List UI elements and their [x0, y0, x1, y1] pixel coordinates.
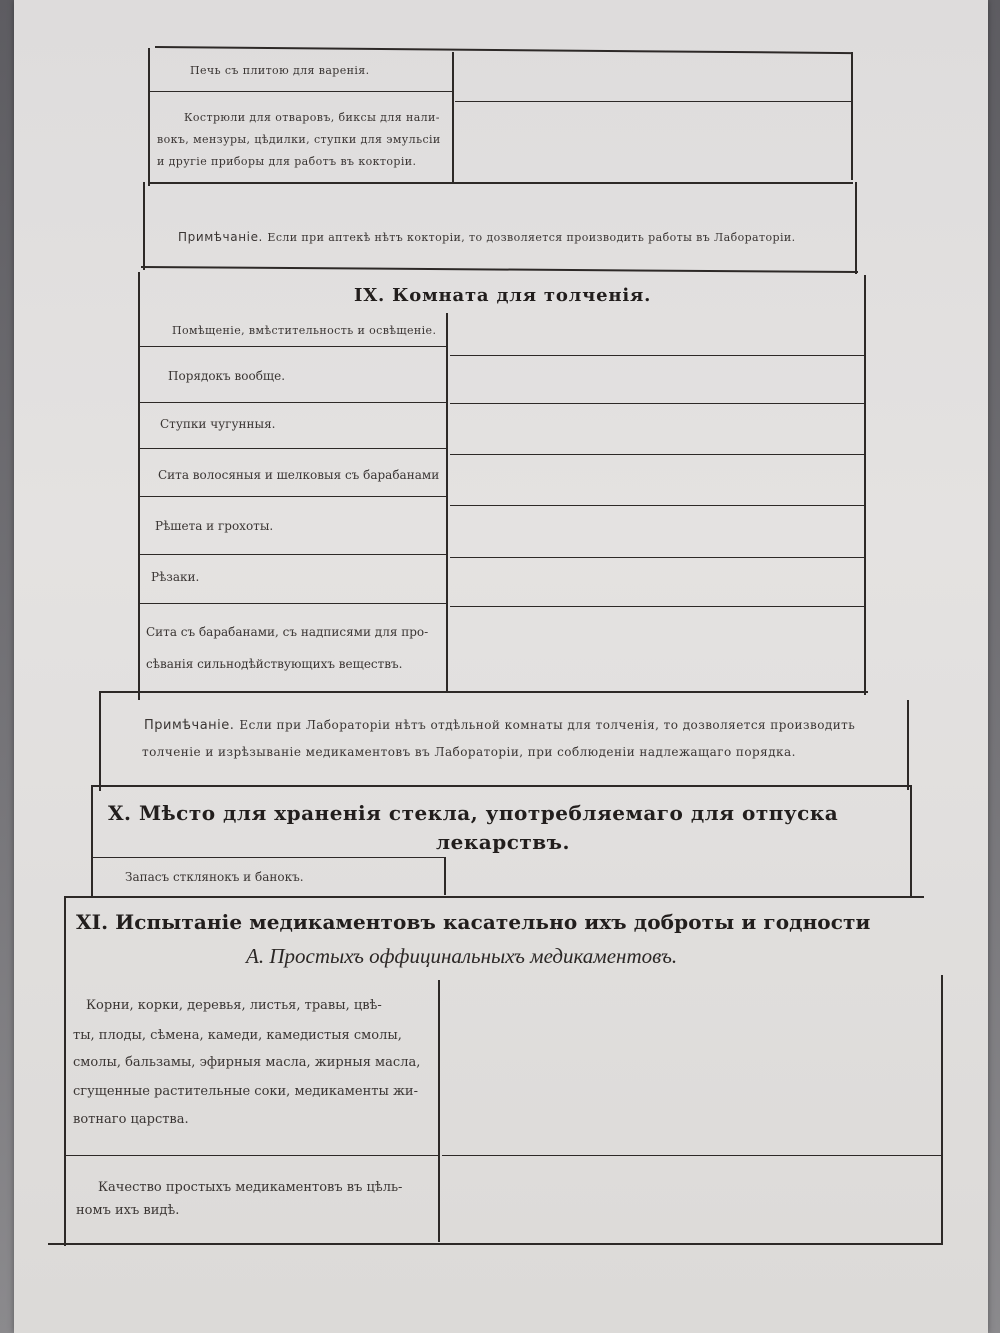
section-divider — [92, 785, 910, 787]
row-label: Корни, корки, деревья, листья, травы, цвѣ- — [86, 998, 382, 1013]
row-label: Порядокъ вообще. — [168, 369, 286, 383]
section-divider — [64, 896, 924, 898]
row-label: смолы, бальзамы, эфирныя масла, жирныя масла, — [73, 1055, 421, 1070]
row-divider — [140, 346, 446, 347]
row-divider — [450, 505, 864, 506]
row-divider — [455, 101, 851, 102]
row-label: вотнаго царства. — [73, 1112, 189, 1127]
row-divider — [450, 606, 864, 607]
row-label: Ступки чугунныя. — [160, 417, 276, 431]
table-right-border — [851, 52, 853, 180]
row-divider — [450, 557, 864, 558]
frame-right-border — [855, 182, 857, 274]
column-divider — [446, 313, 448, 693]
frame-right-border — [864, 275, 866, 695]
row-divider — [140, 603, 446, 604]
row-divider — [140, 448, 446, 449]
table-left-border — [148, 48, 150, 186]
frame-left-border — [143, 182, 145, 270]
frame-left-border — [64, 896, 66, 1246]
row-label: Кострюли для отваровъ, биксы для нали- — [184, 111, 440, 124]
row-label: вокъ, мензуры, цѣдилки, ступки для эмульсіи — [157, 133, 441, 146]
row-label: Запасъ стклянокъ и банокъ. — [125, 870, 304, 884]
row-label: сгущенные растительные соки, медикаменты жи- — [73, 1084, 418, 1099]
row-label: и другіе приборы для работъ въ коктоpiи. — [157, 155, 417, 168]
frame-right-border — [907, 700, 909, 790]
row-label: Рѣзаки. — [151, 570, 200, 584]
table-bottom-border — [148, 182, 853, 184]
row-label: номъ ихъ видѣ. — [76, 1203, 180, 1218]
frame-left-border — [99, 691, 101, 791]
row-divider — [150, 91, 452, 92]
note-body: Если при Лабораторіи нѣтъ отдѣльной комнаты для толченія, то дозволяется производить — [239, 718, 856, 732]
frame-right-border — [910, 785, 912, 897]
note-text: толченіе и изрѣзываніе медикаментовъ въ Лабораторіи, при соблюденіи надлежащаго порядка. — [142, 745, 796, 759]
row-divider — [450, 454, 864, 455]
note-label: Примѣчаніе. — [178, 230, 263, 244]
column-divider — [444, 857, 446, 895]
row-label: Качество простыхъ медикаментовъ въ цѣль- — [98, 1180, 403, 1195]
row-divider — [92, 857, 444, 858]
row-label: Печь съ плитою для варенія. — [190, 64, 370, 77]
column-divider — [452, 52, 454, 182]
note-text — [178, 230, 796, 244]
note-text — [144, 717, 855, 733]
row-label: Помѣщеніе, вмѣстительность и освѣщеніе. — [172, 324, 437, 337]
frame-left-border — [138, 272, 140, 700]
note-body: Если при аптекѣ нѣтъ коктоpiи, то дозволяется производить работы въ Лабораторіи. — [267, 231, 796, 244]
row-label: Рѣшета и грохоты. — [155, 519, 274, 533]
section-title: XI. Испытаніе медикаментовъ касательно ихъ доброты и годности — [76, 910, 871, 934]
section-divider — [134, 691, 868, 693]
section-title: X. Мѣсто для храненія стекла, употребляемаго для отпуска — [108, 801, 839, 825]
row-divider — [140, 554, 446, 555]
row-divider — [66, 1155, 438, 1156]
table-bottom-border — [48, 1243, 943, 1245]
row-divider — [140, 402, 446, 403]
row-label: сѣванія сильнодѣйствующихъ веществъ. — [146, 657, 403, 671]
row-divider — [140, 496, 446, 497]
frame-left-border — [91, 785, 93, 897]
note-label: Примѣчаніе. — [144, 718, 235, 733]
frame-top-edge — [99, 691, 139, 693]
row-label: Сита волосяныя и шелковыя съ барабанами — [158, 468, 440, 482]
row-label: ты, плоды, сѣмена, камеди, камедистыя смолы, — [73, 1028, 402, 1043]
row-divider — [450, 355, 864, 356]
section-subtitle: А. Простыхъ оффицинальныхъ медикаментовъ. — [246, 944, 678, 968]
section-title: лекарствъ. — [436, 830, 570, 854]
row-divider — [450, 403, 864, 404]
section-title: IX. Комната для толченія. — [354, 285, 652, 306]
row-label: Сита съ барабанами, съ надписями для про- — [146, 625, 429, 639]
frame-right-border — [941, 975, 943, 1243]
column-divider — [438, 980, 440, 1242]
row-divider — [442, 1155, 941, 1156]
